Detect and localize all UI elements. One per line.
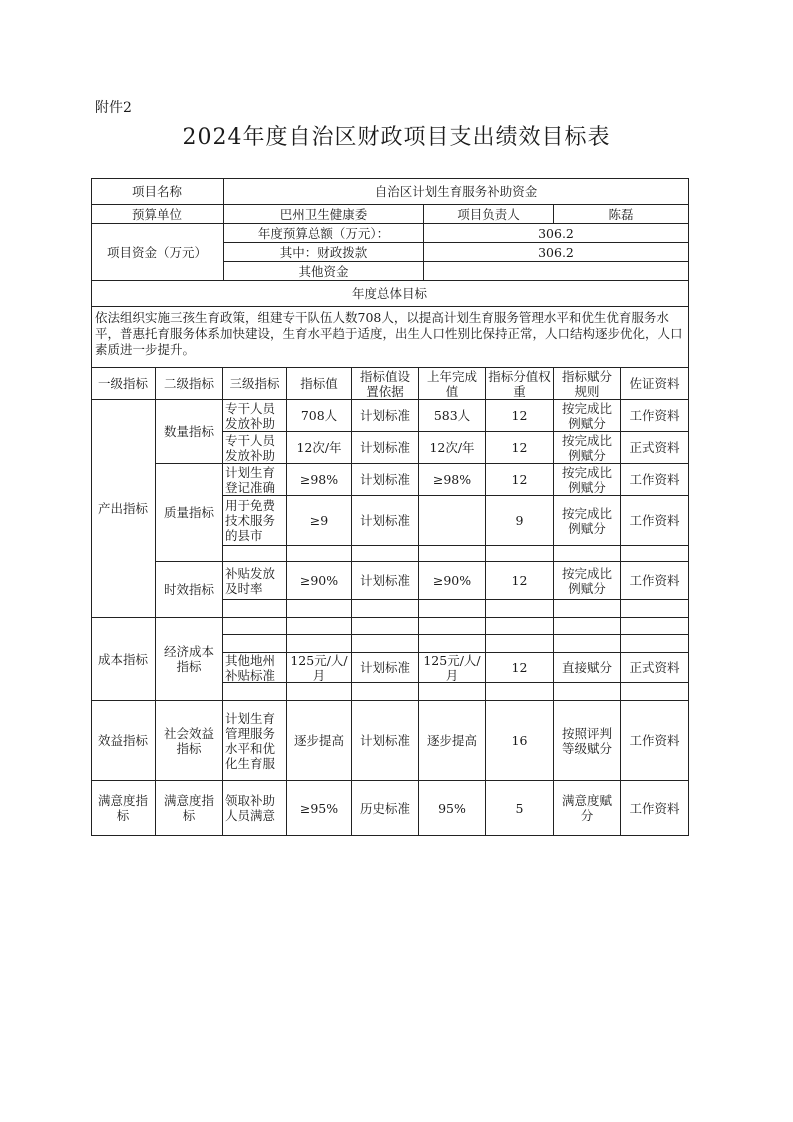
row-basis-cell: 计划标准 [352, 432, 419, 464]
row-level3-cell: 计划生育管理服务水平和优化生育服 [223, 701, 287, 781]
row-value-cell: 逐步提高 [287, 701, 352, 781]
row-level3-cell: 专干人员发放补助 [223, 432, 287, 464]
row-basis-cell: 计划标准 [352, 464, 419, 496]
row-last-year-cell [419, 496, 486, 546]
row-level3-cell: 补贴发放及时率 [223, 562, 287, 600]
empty-cell [621, 683, 689, 701]
empty-cell [223, 600, 287, 618]
row-weight-cell: 9 [486, 496, 554, 546]
row-weight-cell: 12 [486, 400, 554, 432]
empty-cell [486, 635, 554, 653]
fiscal-allocation-label: 其中：财政拨款 [224, 243, 424, 262]
row-rule-cell: 按照评判等级赋分 [554, 701, 621, 781]
col-header-weight: 指标分值权重 [486, 368, 554, 400]
project-fund-label: 项目资金（万元） [91, 224, 224, 281]
empty-cell [621, 635, 689, 653]
empty-cell [352, 600, 419, 618]
row-basis-cell: 计划标准 [352, 400, 419, 432]
row-evidence-cell: 正式资料 [621, 653, 689, 683]
empty-cell [419, 635, 486, 653]
empty-cell [554, 618, 621, 635]
row-rule-cell: 按完成比例赋分 [554, 432, 621, 464]
level1-benefit: 效益指标 [91, 701, 156, 781]
row-last-year-cell: 95% [419, 781, 486, 836]
document-title: 2024年度自治区财政项目支出绩效目标表 [182, 125, 611, 150]
empty-cell [352, 635, 419, 653]
annual-goal-text: 依法组织实施三孩生育政策，组建专干队伍人数708人，以提高计划生育服务管理水平和优生优育服务水平，普惠托育服务体系加快建设，生育水平趋于适度，出生人口性别比保持正常，人口结构逐步优化，人口素质进一步提升。 [91, 307, 689, 368]
empty-cell [419, 546, 486, 562]
empty-cell [223, 683, 287, 701]
empty-cell [486, 600, 554, 618]
budget-unit-value: 巴州卫生健康委 [224, 205, 424, 224]
col-header-last-year: 上年完成值 [419, 368, 486, 400]
empty-cell [352, 618, 419, 635]
row-weight-cell: 12 [486, 653, 554, 683]
row-value-cell: 708人 [287, 400, 352, 432]
row-basis-cell: 计划标准 [352, 653, 419, 683]
level2-timeliness: 时效指标 [156, 562, 223, 618]
row-evidence-cell: 工作资料 [621, 562, 689, 600]
row-rule-cell: 按完成比例赋分 [554, 464, 621, 496]
fiscal-allocation-value: 306.2 [424, 243, 689, 262]
level2-satisfaction: 满意度指标 [156, 781, 223, 836]
row-value-cell: 125元/人/月 [287, 653, 352, 683]
row-level3-cell: 领取补助人员满意 [223, 781, 287, 836]
annual-total-value: 306.2 [424, 224, 689, 243]
annual-total-label: 年度预算总额（万元）： [224, 224, 424, 243]
empty-cell [223, 618, 287, 635]
row-level3-cell: 计划生育登记准确 [223, 464, 287, 496]
row-basis-cell: 计划标准 [352, 496, 419, 546]
row-evidence-cell: 工作资料 [621, 400, 689, 432]
row-evidence-cell: 工作资料 [621, 781, 689, 836]
col-header-level2: 二级指标 [156, 368, 223, 400]
empty-cell [352, 546, 419, 562]
project-leader-label: 项目负责人 [424, 205, 554, 224]
level2-social-benefit: 社会效益指标 [156, 701, 223, 781]
empty-cell [554, 546, 621, 562]
empty-cell [554, 683, 621, 701]
level2-quality: 质量指标 [156, 464, 223, 562]
attachment-label: 附件2 [95, 100, 132, 116]
col-header-level3: 三级指标 [223, 368, 287, 400]
row-rule-cell: 直接赋分 [554, 653, 621, 683]
empty-cell [287, 600, 352, 618]
col-header-evidence: 佐证资料 [621, 368, 689, 400]
row-basis-cell: 计划标准 [352, 701, 419, 781]
annual-goal-label: 年度总体目标 [91, 281, 689, 307]
row-last-year-cell: ≥90% [419, 562, 486, 600]
row-weight-cell: 12 [486, 464, 554, 496]
row-last-year-cell: ≥98% [419, 464, 486, 496]
row-weight-cell: 12 [486, 432, 554, 464]
project-leader-value: 陈磊 [554, 205, 689, 224]
row-level3-cell: 其他地州补贴标准 [223, 653, 287, 683]
level2-economic-cost: 经济成本指标 [156, 618, 223, 701]
row-rule-cell: 按完成比例赋分 [554, 496, 621, 546]
row-last-year-cell: 12次/年 [419, 432, 486, 464]
row-rule-cell: 按完成比例赋分 [554, 562, 621, 600]
row-evidence-cell: 工作资料 [621, 701, 689, 781]
row-evidence-cell: 工作资料 [621, 496, 689, 546]
col-header-rule: 指标赋分规则 [554, 368, 621, 400]
level1-cost: 成本指标 [91, 618, 156, 701]
row-last-year-cell: 125元/人/月 [419, 653, 486, 683]
row-last-year-cell: 逐步提高 [419, 701, 486, 781]
empty-cell [419, 683, 486, 701]
empty-cell [287, 618, 352, 635]
empty-cell [287, 546, 352, 562]
level1-output: 产出指标 [91, 400, 156, 618]
row-level3-cell: 用于免费技术服务的县市 [223, 496, 287, 546]
row-weight-cell: 12 [486, 562, 554, 600]
row-weight-cell: 5 [486, 781, 554, 836]
project-name-label: 项目名称 [91, 178, 224, 205]
col-header-value: 指标值 [287, 368, 352, 400]
other-funds-value [424, 262, 689, 281]
col-header-level1: 一级指标 [91, 368, 156, 400]
row-rule-cell: 按完成比例赋分 [554, 400, 621, 432]
budget-unit-label: 预算单位 [91, 205, 224, 224]
performance-table [91, 178, 689, 836]
row-evidence-cell: 正式资料 [621, 432, 689, 464]
empty-cell [554, 600, 621, 618]
row-weight-cell: 16 [486, 701, 554, 781]
row-evidence-cell: 工作资料 [621, 464, 689, 496]
empty-cell [419, 600, 486, 618]
empty-cell [554, 635, 621, 653]
empty-cell [352, 683, 419, 701]
row-value-cell: ≥95% [287, 781, 352, 836]
row-value-cell: ≥9 [287, 496, 352, 546]
row-rule-cell: 满意度赋分 [554, 781, 621, 836]
project-name-value: 自治区计划生育服务补助资金 [224, 178, 689, 205]
empty-cell [621, 600, 689, 618]
row-basis-cell: 历史标准 [352, 781, 419, 836]
level2-quantity: 数量指标 [156, 400, 223, 464]
col-header-basis: 指标值设置依据 [352, 368, 419, 400]
empty-cell [621, 618, 689, 635]
row-last-year-cell: 583人 [419, 400, 486, 432]
empty-cell [486, 618, 554, 635]
row-basis-cell: 计划标准 [352, 562, 419, 600]
empty-cell [621, 546, 689, 562]
empty-cell [223, 635, 287, 653]
row-value-cell: ≥98% [287, 464, 352, 496]
empty-cell [287, 635, 352, 653]
empty-cell [486, 546, 554, 562]
empty-cell [419, 618, 486, 635]
row-value-cell: ≥90% [287, 562, 352, 600]
empty-cell [287, 683, 352, 701]
row-value-cell: 12次/年 [287, 432, 352, 464]
empty-cell [223, 546, 287, 562]
level1-satisfaction: 满意度指标 [91, 781, 156, 836]
other-funds-label: 其他资金 [224, 262, 424, 281]
empty-cell [486, 683, 554, 701]
row-level3-cell: 专干人员发放补助 [223, 400, 287, 432]
